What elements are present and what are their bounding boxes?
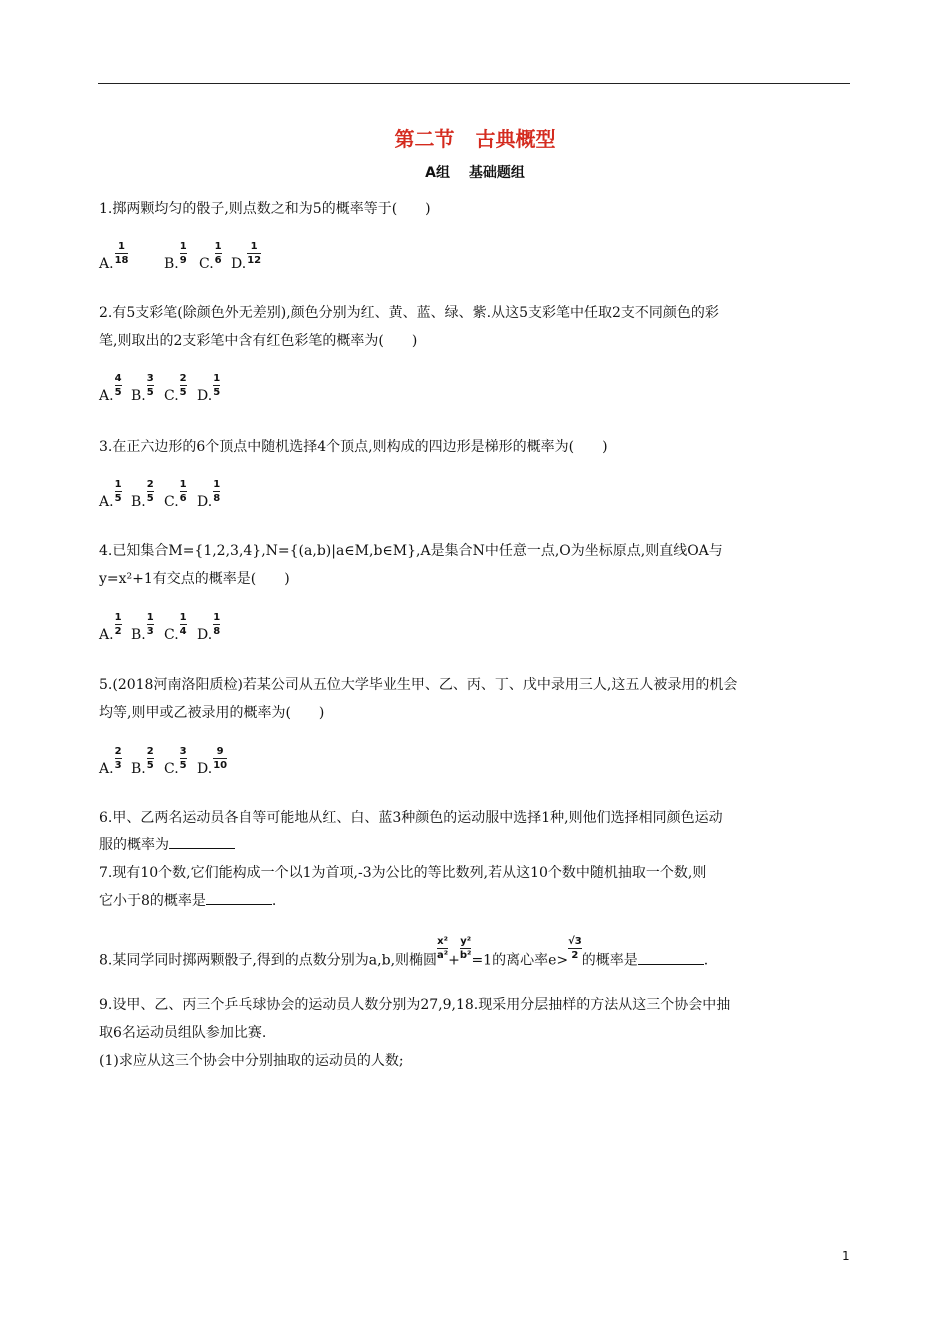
fraction: $\frac{1}{6}$ xyxy=(179,479,187,504)
option-d[interactable]: D. $\frac{1}{5}$ xyxy=(197,373,221,404)
option-d[interactable]: D. $\frac{1}{8}$ xyxy=(197,479,221,510)
option-a[interactable]: A. $\frac{4}{5}$ xyxy=(99,373,122,404)
question-9-part-1: (1)求应从这三个协会中分别抽取的运动员的人数; xyxy=(99,1053,404,1069)
fraction: $\frac{9}{10}$ xyxy=(213,746,228,771)
fraction: $\frac{3}{5}$ xyxy=(146,373,154,398)
section-number: 第二节 xyxy=(394,127,455,151)
fraction: $\frac{1}{8}$ xyxy=(213,612,221,637)
option-a[interactable]: A. $\frac{1}{5}$ xyxy=(99,479,122,510)
fraction-sqrt3-2: $\frac{√3}{2}$ xyxy=(568,936,582,961)
option-c[interactable]: C. $\frac{3}{5}$ xyxy=(164,746,187,777)
option-b[interactable]: B. $\frac{2}{5}$ xyxy=(131,746,154,777)
fraction: $\frac{1}{5}$ xyxy=(114,479,122,504)
option-b[interactable]: B. $\frac{1}{9}$ xyxy=(164,241,187,272)
question-7-text-line-2: 它小于8的概率是 . xyxy=(99,890,276,910)
option-b[interactable]: B. $\frac{1}{3}$ xyxy=(131,612,154,643)
question-4-text-line-2: y=x²+1有交点的概率是( ) xyxy=(99,571,290,587)
option-c[interactable]: C. $\frac{1}{6}$ xyxy=(164,479,187,510)
answer-blank[interactable] xyxy=(638,950,704,965)
fraction: $\frac{2}{5}$ xyxy=(146,746,154,771)
option-c[interactable]: C. $\frac{1}{4}$ xyxy=(164,612,187,643)
option-a[interactable]: A. $\frac{1}{18}$ xyxy=(99,241,129,272)
option-d[interactable]: D. $\frac{1}{8}$ xyxy=(197,612,221,643)
header-rule xyxy=(98,83,850,84)
question-5-text-line-1: 5.(2018河南洛阳质检)若某公司从五位大学毕业生甲、乙、丙、丁、戊中录用三人,这五人被录用的机会 xyxy=(99,677,738,693)
option-d[interactable]: D. $\frac{9}{10}$ xyxy=(197,746,228,777)
question-3-text: 3.在正六边形的6个顶点中随机选择4个顶点,则构成的四边形是梯形的概率为( ) xyxy=(99,439,608,455)
fraction: $\frac{1}{4}$ xyxy=(179,612,187,637)
fraction-y2-b2: $\frac{\text{y²}}{\text{b²}}$ xyxy=(459,936,472,961)
group-name: 基础题组 xyxy=(468,165,525,181)
fraction: $\frac{1}{6}$ xyxy=(214,241,222,266)
question-9-text-line-1: 9.设甲、乙、丙三个乒乓球协会的运动员人数分别为27,9,18.现采用分层抽样的方法从这三个协会中抽 xyxy=(99,997,731,1013)
fraction: $\frac{3}{5}$ xyxy=(179,746,187,771)
question-6-text-line-2: 服的概率为 xyxy=(99,834,235,854)
option-b[interactable]: B. $\frac{2}{5}$ xyxy=(131,479,154,510)
question-2-text-line-2: 笔,则取出的2支彩笔中含有红色彩笔的概率为( ) xyxy=(99,333,418,349)
option-c[interactable]: C. $\frac{1}{6}$ xyxy=(199,241,222,272)
fraction-x2-a2: $\frac{\text{x²}}{\text{a²}}$ xyxy=(437,936,449,961)
question-1-text: 1.掷两颗均匀的骰子,则点数之和为5的概率等于( ) xyxy=(99,201,431,217)
fraction: $\frac{1}{3}$ xyxy=(146,612,154,637)
question-7-text-line-1: 7.现有10个数,它们能构成一个以1为首项,-3为公比的等比数列,若从这10个数中随机抽取一个数,则 xyxy=(99,865,707,881)
option-d[interactable]: D. $\frac{1}{12}$ xyxy=(231,241,262,272)
question-5-text-line-2: 均等,则甲或乙被录用的概率为( ) xyxy=(99,705,325,721)
page-number: 1 xyxy=(842,1249,850,1263)
option-c[interactable]: C. $\frac{2}{5}$ xyxy=(164,373,187,404)
answer-blank[interactable] xyxy=(206,890,272,905)
option-a[interactable]: A. $\frac{2}{3}$ xyxy=(99,746,122,777)
option-b[interactable]: B. $\frac{3}{5}$ xyxy=(131,373,154,404)
fraction: $\frac{1}{5}$ xyxy=(213,373,221,398)
group-label: A组 xyxy=(425,165,450,181)
answer-blank[interactable] xyxy=(169,834,235,849)
fraction: $\frac{1}{8}$ xyxy=(213,479,221,504)
fraction: $\frac{1}{2}$ xyxy=(114,612,122,637)
fraction: $\frac{2}{5}$ xyxy=(146,479,154,504)
fraction: $\frac{2}{5}$ xyxy=(179,373,187,398)
group-title xyxy=(0,162,950,182)
option-a[interactable]: A. $\frac{1}{2}$ xyxy=(99,612,122,643)
fraction: $\frac{2}{3}$ xyxy=(114,746,122,771)
fraction: $\frac{1}{18}$ xyxy=(114,241,129,266)
question-2-text-line-1: 2.有5支彩笔(除颜色外无差别),颜色分别为红、黄、蓝、绿、紫.从这5支彩笔中任取2支不同颜色的彩 xyxy=(99,305,719,321)
fraction: $\frac{1}{12}$ xyxy=(247,241,262,266)
section-title xyxy=(0,123,950,152)
question-6-text-line-1: 6.甲、乙两名运动员各自等可能地从红、白、蓝3种颜色的运动服中选择1种,则他们选择相同颜色运动 xyxy=(99,810,723,826)
fraction: $\frac{1}{9}$ xyxy=(179,241,187,266)
section-name: 古典概型 xyxy=(475,127,556,151)
fraction: $\frac{4}{5}$ xyxy=(114,373,122,398)
question-8-text: 8.某同学同时掷两颗骰子,得到的点数分别为a,b,则椭圆 $\frac{\text{x²}}{\text{a²}}$ + $\frac{\text{y²}}{\text{b²}}$ =1的离心率e> $\frac{√3}{2}$ 的概率是 . xyxy=(99,936,709,969)
question-9-text-line-2: 取6名运动员组队参加比赛. xyxy=(99,1025,267,1041)
question-4-text-line-1: 4.已知集合M={1,2,3,4},N={(a,b)|a∈M,b∈M},A是集合N中任意一点,O为坐标原点,则直线OA与 xyxy=(99,543,723,559)
